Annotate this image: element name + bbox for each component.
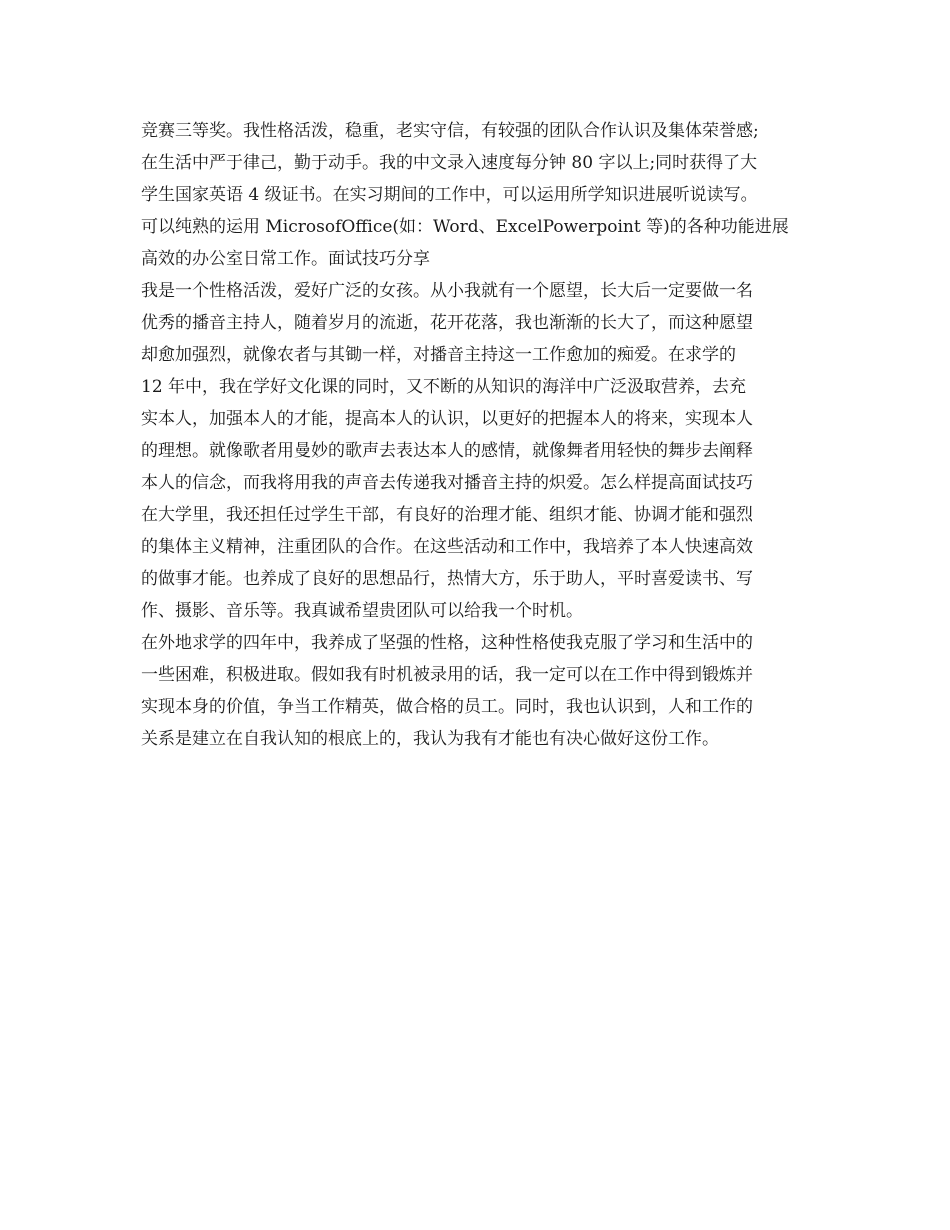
text-line: 优秀的播音主持人，随着岁月的流逝，花开花落，我也渐渐的长大了，而这种愿望 bbox=[141, 313, 753, 333]
text-line: 学生国家英语 4 级证书。在实习期间的工作中，可以运用所学知识进展听说读写。 bbox=[141, 185, 758, 205]
text-line: 实本人，加强本人的才能，提高本人的认识，以更好的把握本人的将来，实现本人 bbox=[141, 409, 753, 429]
text-line: 作、摄影、音乐等。我真诚希望贵团队可以给我一个时机。 bbox=[141, 601, 583, 621]
text-line: 高效的办公室日常工作。面试技巧分享 bbox=[141, 249, 430, 269]
text-line: 12 年中，我在学好文化课的同时，又不断的从知识的海洋中广泛汲取营养，去充 bbox=[141, 377, 747, 397]
text-line: 在外地求学的四年中，我养成了坚强的性格，这种性格使我克服了学习和生活中的 bbox=[141, 633, 753, 653]
text-line: 在大学里，我还担任过学生干部，有良好的治理才能、组织才能、协调才能和强烈 bbox=[141, 505, 753, 525]
text-line: 实现本身的价值，争当工作精英，做合格的员工。同时，我也认识到，人和工作的 bbox=[141, 697, 753, 717]
text-line: 可以纯熟的运用 MicrosofOffice(如：Word、ExcelPowerpoint 等)的各种功能进展 bbox=[141, 217, 789, 237]
text-line: 本人的信念，而我将用我的声音去传递我对播音主持的炽爱。怎么样提高面试技巧 bbox=[141, 473, 753, 493]
text-line: 在生活中严于律己，勤于动手。我的中文录入速度每分钟 80 字以上;同时获得了大 bbox=[141, 153, 758, 173]
text-line: 我是一个性格活泼，爱好广泛的女孩。从小我就有一个愿望，长大后一定要做一名 bbox=[141, 281, 753, 301]
text-line: 的集体主义精神，注重团队的合作。在这些活动和工作中，我培养了本人快速高效 bbox=[141, 537, 753, 557]
text-line: 的做事才能。也养成了良好的思想品行，热情大方，乐于助人，平时喜爱读书、写 bbox=[141, 569, 753, 589]
text-line: 的理想。就像歌者用曼妙的歌声去表达本人的感情，就像舞者用轻快的舞步去阐释 bbox=[141, 441, 753, 461]
text-line: 却愈加强烈，就像农者与其锄一样，对播音主持这一工作愈加的痴爱。在求学的 bbox=[141, 345, 736, 365]
body-text bbox=[141, 115, 831, 755]
text-line: 关系是建立在自我认知的根底上的，我认为我有才能也有决心做好这份工作。 bbox=[141, 729, 719, 749]
text-line: 竞赛三等奖。我性格活泼，稳重，老实守信，有较强的团队合作认识及集体荣誉感; bbox=[141, 121, 759, 141]
text-line: 一些困难，积极进取。假如我有时机被录用的话，我一定可以在工作中得到锻炼并 bbox=[141, 665, 753, 685]
